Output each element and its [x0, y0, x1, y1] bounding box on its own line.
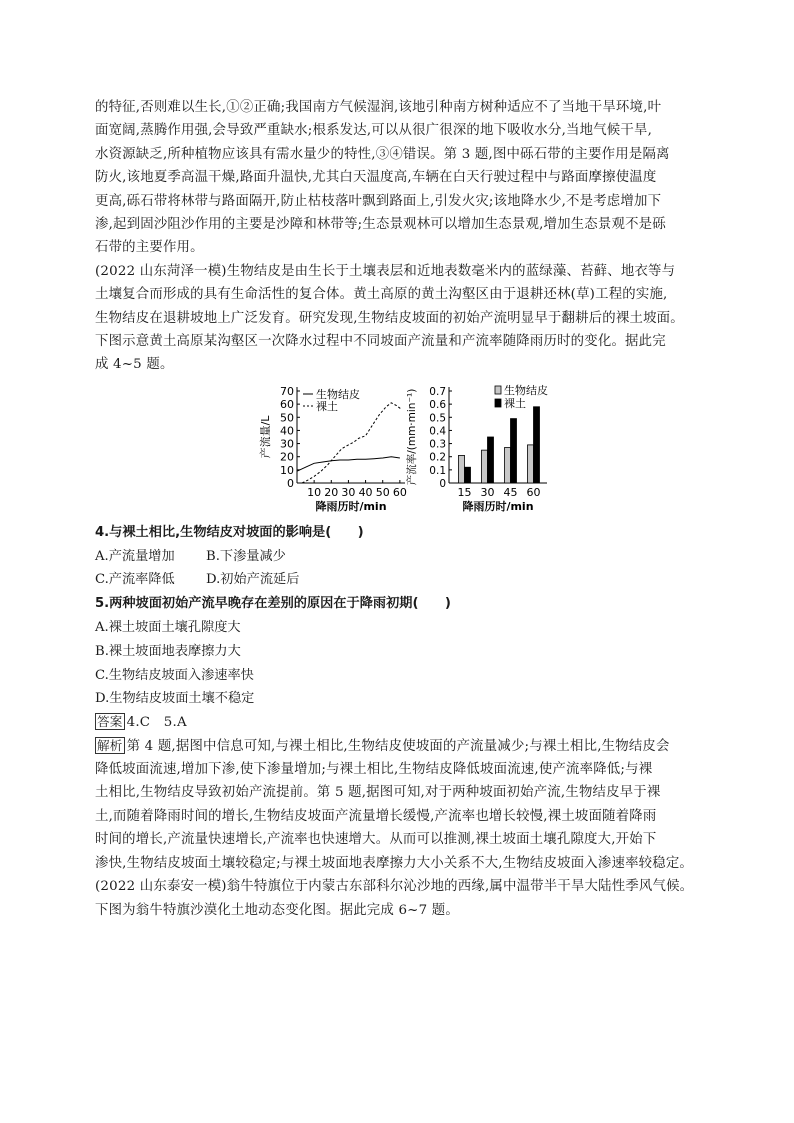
bar — [459, 455, 465, 483]
page-content — [95, 96, 715, 922]
text-line: 渗,起到固沙阻沙作用的主要是沙障和林带等;生态景观林可以增加生态景观,增加生态景观不是砾 — [95, 217, 666, 233]
bar — [528, 445, 534, 483]
question-stem: 4.与裸土相比,生物结皮对坡面的影响是( ) — [95, 524, 364, 540]
y-tick-label: 0.2 — [429, 451, 446, 464]
y-tick-label: 0.6 — [429, 399, 446, 412]
y-tick-label: 40 — [280, 424, 294, 438]
text-line: 土相比,生物结皮导致初始产流提前。第 5 题,据图可知,对于两种坡面初始产流,生物结皮早于裸 — [95, 785, 661, 801]
text-line: 土,而随着降雨时间的增长,生物结皮坡面产流量增长缓慢,产流率也增长较慢,裸土坡面随着降雨 — [95, 808, 657, 824]
bar — [511, 418, 517, 482]
y-tick-label: 0 — [439, 477, 446, 490]
option-c[interactable]: C.生物结皮坡面入渗速率快 — [95, 667, 254, 683]
question-5 — [95, 592, 715, 711]
series-line — [297, 457, 400, 472]
option-a[interactable]: A.裸土坡面土壤孔隙度大 — [95, 620, 241, 636]
question-4 — [95, 521, 715, 592]
analysis-tag: 解析 — [97, 737, 123, 753]
answer-text: 4.C 5.A — [126, 715, 187, 731]
bar — [465, 467, 471, 483]
x-axis-label: 降雨历时/min — [462, 499, 534, 513]
text-line: 降低坡面流速,增加下渗,使下渗量增加;与裸土相比,生物结皮降低坡面流速,使产流率降低;与裸 — [95, 762, 653, 778]
option-d[interactable]: D.初始产流延后 — [206, 572, 300, 588]
legend-label: 生物结皮 — [316, 387, 360, 401]
passage-heze — [95, 260, 715, 377]
y-axis-label: 产流量/L — [259, 415, 272, 459]
question-stem: 5.两种坡面初始产流早晚存在差别的原因在于降雨初期( ) — [95, 596, 451, 612]
y-tick-label: 20 — [280, 450, 294, 464]
x-tick-label: 60 — [392, 485, 407, 499]
text-line: 下图为翁牛特旗沙漠化土地动态变化图。据此完成 6~7 题。 — [95, 902, 459, 918]
x-tick-label: 10 — [307, 485, 322, 499]
x-tick-label: 50 — [375, 485, 390, 499]
answer-tag: 答案 — [97, 714, 123, 730]
x-axis-label: 降雨历时/min — [315, 499, 387, 513]
text-line: 渗快,生物结皮坡面土壤较稳定;与裸土坡面地表摩擦力大小关系不大,生物结皮坡面入渗速率较稳定。 — [95, 855, 694, 871]
x-tick-label: 30 — [480, 485, 495, 499]
option-c[interactable]: C.产流率降低 — [95, 572, 175, 588]
x-tick-label: 45 — [503, 485, 518, 499]
options-row — [95, 545, 715, 569]
text-line: 更高,砾石带将林带与路面隔开,防止枯枝落叶飘到路面上,引发火灾;该地降水少,不是考虑增加下 — [95, 193, 662, 209]
analysis-text: 第 4 题,据图中信息可知,与裸土相比,生物结皮使坡面的产流量减少;与裸土相比,生物结皮会 — [126, 738, 670, 754]
text-line: 的特征,否则难以生长,①②正确;我国南方气候湿润,该地引种南方树种适应不了当地干旱环境,叶 — [95, 100, 662, 115]
text-line — [95, 735, 715, 758]
figure-runoff — [95, 383, 715, 513]
y-tick-label: 60 — [280, 398, 294, 412]
y-tick-label: 0.4 — [429, 425, 446, 438]
y-tick-label: 0.3 — [429, 438, 446, 451]
text-line: 成 4~5 题。 — [95, 357, 174, 373]
y-tick-label: 0 — [287, 476, 294, 490]
text-line: 石带的主要作用。 — [95, 240, 204, 256]
option-b[interactable]: B.下渗量减少 — [206, 548, 286, 564]
y-tick-label: 0.1 — [429, 464, 446, 477]
option-a[interactable]: A.产流量增加 — [95, 548, 175, 564]
legend-swatch — [495, 399, 501, 407]
bar — [505, 447, 511, 482]
answer-line — [95, 711, 715, 734]
y-tick-label: 0.7 — [429, 385, 446, 398]
bar — [482, 450, 488, 483]
y-tick-label: 0.5 — [429, 412, 446, 425]
legend-swatch — [495, 386, 501, 394]
y-tick-label: 10 — [280, 463, 294, 477]
option-b[interactable]: B.裸土坡面地表摩擦力大 — [95, 643, 241, 659]
text-line: (2022 山东菏泽一模)生物结皮是由生长于土壤表层和近地表数毫米内的蓝绿藻、苔藓、地衣等与 — [95, 263, 676, 279]
runoff-volume-line-chart — [255, 383, 415, 513]
y-tick-label: 50 — [280, 411, 294, 425]
text-line: 时间的增长,产流量快速增长,产流率也快速增大。从而可以推测,裸土坡面土壤孔隙度大,开始下 — [95, 832, 657, 848]
text-line: 土壤复合而形成的具有生命活性的复合体。黄土高原的黄土沟壑区由于退耕还林(草)工程的实施, — [95, 287, 668, 303]
series-line — [302, 403, 402, 483]
legend-label: 裸土 — [504, 396, 526, 410]
x-tick-label: 15 — [457, 485, 472, 499]
text-line: 面宽阔,蒸腾作用强,会导致严重缺水;根系发达,可以从很广很深的地下吸收水分,当地气候干旱, — [95, 123, 653, 139]
options-row — [95, 568, 715, 592]
option-d[interactable]: D.生物结皮坡面土壤不稳定 — [95, 691, 255, 707]
runoff-rate-bar-chart — [405, 383, 555, 513]
analysis — [95, 735, 715, 875]
bar — [534, 407, 540, 483]
x-tick-label: 40 — [358, 485, 373, 499]
intro-paragraph — [95, 96, 715, 260]
y-tick-label: 70 — [280, 384, 294, 398]
passage-taian — [95, 875, 715, 922]
legend-label: 生物结皮 — [504, 383, 548, 397]
y-axis-label: 产流率/(mm·min⁻¹) — [406, 388, 418, 486]
x-tick-label: 60 — [526, 485, 541, 499]
text-line: 下图示意黄土高原某沟壑区一次降水过程中不同坡面产流量和产流率随降雨历时的变化。据此完 — [95, 334, 666, 350]
y-tick-label: 30 — [280, 437, 294, 451]
text-line: 防火,该地夏季高温干燥,路面升温快,尤其白天温度高,车辆在白天行驶过程中与路面摩擦使温度 — [95, 170, 657, 186]
x-tick-label: 30 — [341, 485, 356, 499]
x-tick-label: 20 — [324, 485, 339, 499]
bar — [488, 437, 494, 483]
text-line: (2022 山东泰安一模)翁牛特旗位于内蒙古东部科尔沁沙地的西缘,属中温带半干旱大陆性季风气候。 — [95, 879, 694, 895]
legend-label: 裸土 — [316, 399, 338, 413]
text-line: 生物结皮在退耕坡地上广泛发育。研究发现,生物结皮坡面的初始产流明显早于翻耕后的裸土坡面。 — [95, 310, 684, 326]
text-line: 水资源缺乏,所种植物应该具有需水量少的特性,③④错误。第 3 题,图中砾石带的主要作用是隔离 — [95, 146, 670, 162]
